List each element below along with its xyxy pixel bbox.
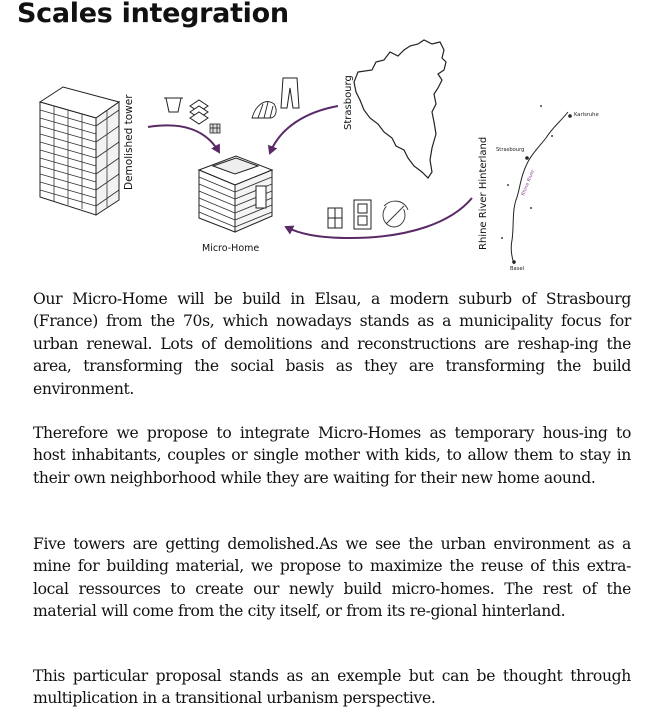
- paragraph-2: Therefore we propose to integrate Micro-Homes as temporary hous-ing to host inhabitants, couples or single mother with kids, to allow them to stay in their own neighborhood while they are waiting for their new home aound.: [33, 424, 631, 487]
- shell-lamp-icon: [252, 102, 276, 118]
- strasbourg-label: Strasbourg: [343, 75, 354, 130]
- water-tank-icon: [383, 201, 408, 227]
- strasbourg-map-label: Strasbourg: [496, 147, 525, 153]
- micro-home-icon: [199, 156, 272, 232]
- bathtub-icon: [164, 98, 183, 112]
- city-to-home-arrow: [270, 106, 338, 153]
- window-icon: [328, 208, 342, 228]
- rhine-river-map-label: Rhine River: [521, 169, 537, 197]
- page-title: Scales integration: [17, 0, 289, 29]
- rhine-map: [496, 105, 599, 272]
- paragraph-1: Our Micro-Home will be build in Elsau, a modern suburb of Strasbourg (France) from the 70s, which nowadays stands as a municipality focus for urban renewal. Lots of demolitions and reconstructions are reshap-ing the area, transforming the social basis as they are transforming the build environment.: [33, 290, 631, 398]
- tiles-icon: [210, 124, 220, 133]
- scales-diagram: [0, 0, 654, 290]
- karlsruhe-label: Karlsruhe: [574, 112, 599, 118]
- stacked-boards-icon: [190, 100, 208, 124]
- paragraph-3: Five towers are getting demolished.As we see the urban environment as a mine for building material, we propose to maximize the reuse of this extra-local ressources to create our newly build micro-homes. The rest of the material will come from the city itself, or from its re-gional hinterland.: [33, 535, 631, 621]
- rhine-hinterland-label: Rhine River Hinterland: [478, 136, 489, 250]
- hinterland-to-home-arrow: [286, 198, 472, 238]
- tower-to-home-arrow: [148, 125, 219, 152]
- rhine-river-line: [511, 112, 568, 264]
- door-icon: [354, 200, 371, 229]
- basel-label: Basel: [510, 266, 525, 272]
- strasbourg-map-shape: [354, 40, 446, 178]
- tower-icon: [40, 87, 119, 215]
- trousers-icon: [281, 78, 299, 108]
- paragraph-4: This particular proposal stands as an exemple but can be thought through multiplication in a transitional urbanism perspective.: [33, 667, 631, 708]
- micro-home-label: Micro-Home: [202, 243, 260, 254]
- demolished-tower-label: Demolished tower: [123, 94, 135, 190]
